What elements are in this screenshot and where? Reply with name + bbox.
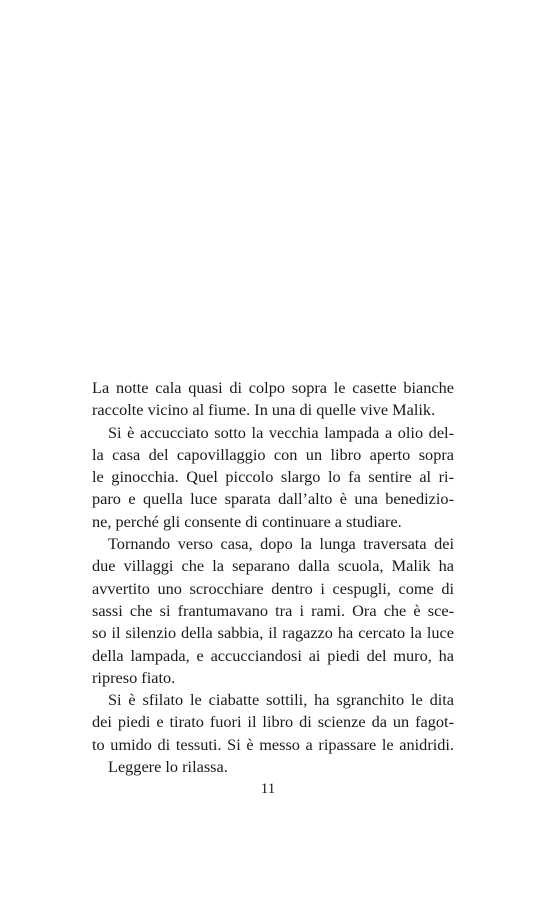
text-line: Si è sfilato le ciabatte sottili, ha sgranchito le dita (108, 690, 454, 710)
text-line: due villaggi che la separano dalla scuola, Malik ha (92, 556, 454, 576)
text-line: ne, perché gli consente di continuare a studiare. (92, 511, 402, 531)
text-line: le ginocchia. Quel piccolo slargo lo fa sentire al ri- (92, 467, 454, 487)
text-line: Tornando verso casa, dopo la lunga traversata dei (108, 534, 454, 554)
text-line: to umido di tessuti. Si è messo a ripassare le anidridi. (92, 734, 454, 754)
text-line: la casa del capovillaggio con un libro aperto sopra (92, 444, 454, 464)
text-line: sassi che si frantumavano tra i rami. Ora che è sce- (92, 600, 454, 620)
text-line: ripreso fiato. (92, 667, 176, 687)
text-line: della lampada, e accucciandosi ai piedi del muro, ha (92, 645, 454, 665)
text-line: Si è accucciato sotto la vecchia lampada a olio del- (108, 422, 454, 442)
text-line: paro e quella luce sparata dall’alto è una benedizio- (92, 489, 454, 509)
text-line: La notte cala quasi di colpo sopra le casette bianche (92, 378, 454, 397)
text-line: dei piedi e tirato fuori il libro di scienze da un fagot- (92, 712, 454, 732)
text-line: Leggere lo rilassa. (108, 757, 228, 777)
text-line: so il silenzio della sabbia, il ragazzo ha cercato la luce (92, 623, 454, 643)
text-line: avvertito uno scrocchiare dentro i cespugli, come di (92, 578, 454, 598)
page-number: 11 (260, 781, 276, 797)
text-line: raccolte vicino al fiume. In una di quelle vive Malik. (92, 400, 436, 420)
body-text (92, 377, 454, 778)
